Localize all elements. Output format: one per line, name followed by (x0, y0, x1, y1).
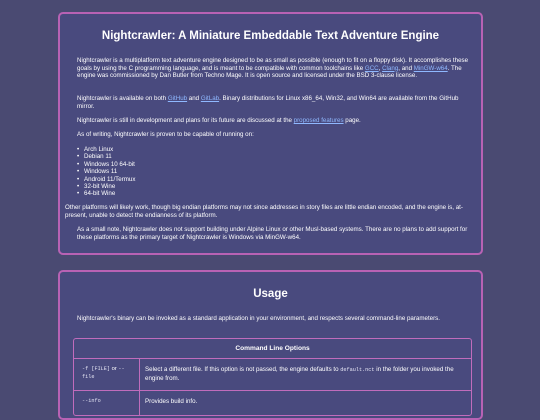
option-or: or (110, 366, 119, 372)
availability-text-b: . Binary distributions for Linux x86_64, Win32, and Win64 are available from the GitHub mirror. (77, 95, 459, 110)
platform-item: • Windows 10 64-bit (77, 161, 135, 168)
options-table-title: Command Line Options (74, 339, 471, 359)
table-row (74, 391, 471, 415)
usage-title: Usage (253, 288, 288, 300)
availability-sep: and (187, 95, 201, 102)
intro-sep-1: , (378, 64, 383, 72)
availability-paragraph (77, 95, 469, 110)
intro-paragraph (77, 57, 469, 80)
platform-list (77, 146, 135, 198)
option-flag: --info (82, 398, 101, 404)
default-file-code: default.nct (340, 367, 375, 373)
platforms-intro: As of writing, Nightcrawler is proven to be capable of running on: (77, 131, 254, 138)
option-flag: -f [FILE] (82, 366, 111, 372)
usage-intro: Nightcrawler's binary can be invoked as a standard application in your environment, and respects several command-line parameters. (77, 315, 440, 322)
platform-item: • Android 11/Termux (77, 176, 135, 183)
option-cell (74, 391, 140, 415)
platform-item: • Windows 11 (77, 168, 135, 175)
gitlab-link[interactable]: GitLab (200, 95, 220, 102)
platform-item: • Arch Linux (77, 146, 135, 153)
proposed-features-link[interactable]: proposed features (293, 117, 344, 124)
options-table (73, 338, 472, 416)
gcc-link[interactable]: GCC (364, 64, 379, 72)
musl-note: As a small note, Nightcrawler does not support building under Alpine Linux or other Musl-based systems. There are no plans to add support for these platforms as the primary target of Nightcrawler is Windows via MinGW-w64. (77, 226, 468, 241)
description-cell (140, 391, 471, 415)
description-text-a: Provides build info. (145, 398, 198, 405)
description-text-b: in the folder you invoked the engine from. (145, 366, 454, 382)
about-title: Nightcrawler: A Miniature Embeddable Text Adventure Engine (101, 30, 440, 42)
table-row (74, 359, 471, 391)
endianness-note: Other platforms will likely work, though big endian platforms may not since addresses in story files are little endian encoded, and the engine is, at-present, unable to detect the endianness of its platform. (65, 204, 463, 219)
mingw-link[interactable]: MinGW-w64 (413, 64, 448, 72)
option-cell (74, 359, 140, 390)
github-link[interactable]: GitHub (167, 95, 188, 102)
platform-item: • Debian 11 (77, 153, 135, 160)
description-cell (140, 359, 471, 390)
about-card (58, 12, 483, 255)
intro-sep-2: , and (398, 64, 414, 72)
clang-link[interactable]: Clang (382, 64, 399, 72)
intro-text-a: Nightcrawler is a multiplatform text adventure engine designed to be as small as possible (enough to fit on a floppy disk). It accomplishes these goals by using the C programming language, and is meant to be compatible with common toolchains like (77, 57, 469, 72)
platform-item: • 64-bit Wine (77, 190, 135, 197)
development-text-b: page. (343, 117, 361, 124)
development-paragraph (77, 117, 469, 125)
availability-text-a: Nightcrawler is available on both (77, 95, 168, 102)
development-text-a: Nightcrawler is still in development and plans for its future are discussed at the (77, 117, 294, 124)
platform-item: • 32-bit Wine (77, 183, 135, 190)
description-text-a: Select a different file. If this option is not passed, the engine defaults to (145, 366, 341, 373)
usage-card (58, 270, 483, 420)
option-flag-long: --file (82, 366, 125, 380)
intro-text-b: . The engine was commissioned by Dan Butler from Techno Mage. It is open source and licensed under the BSD 3-clause license. (77, 64, 462, 80)
